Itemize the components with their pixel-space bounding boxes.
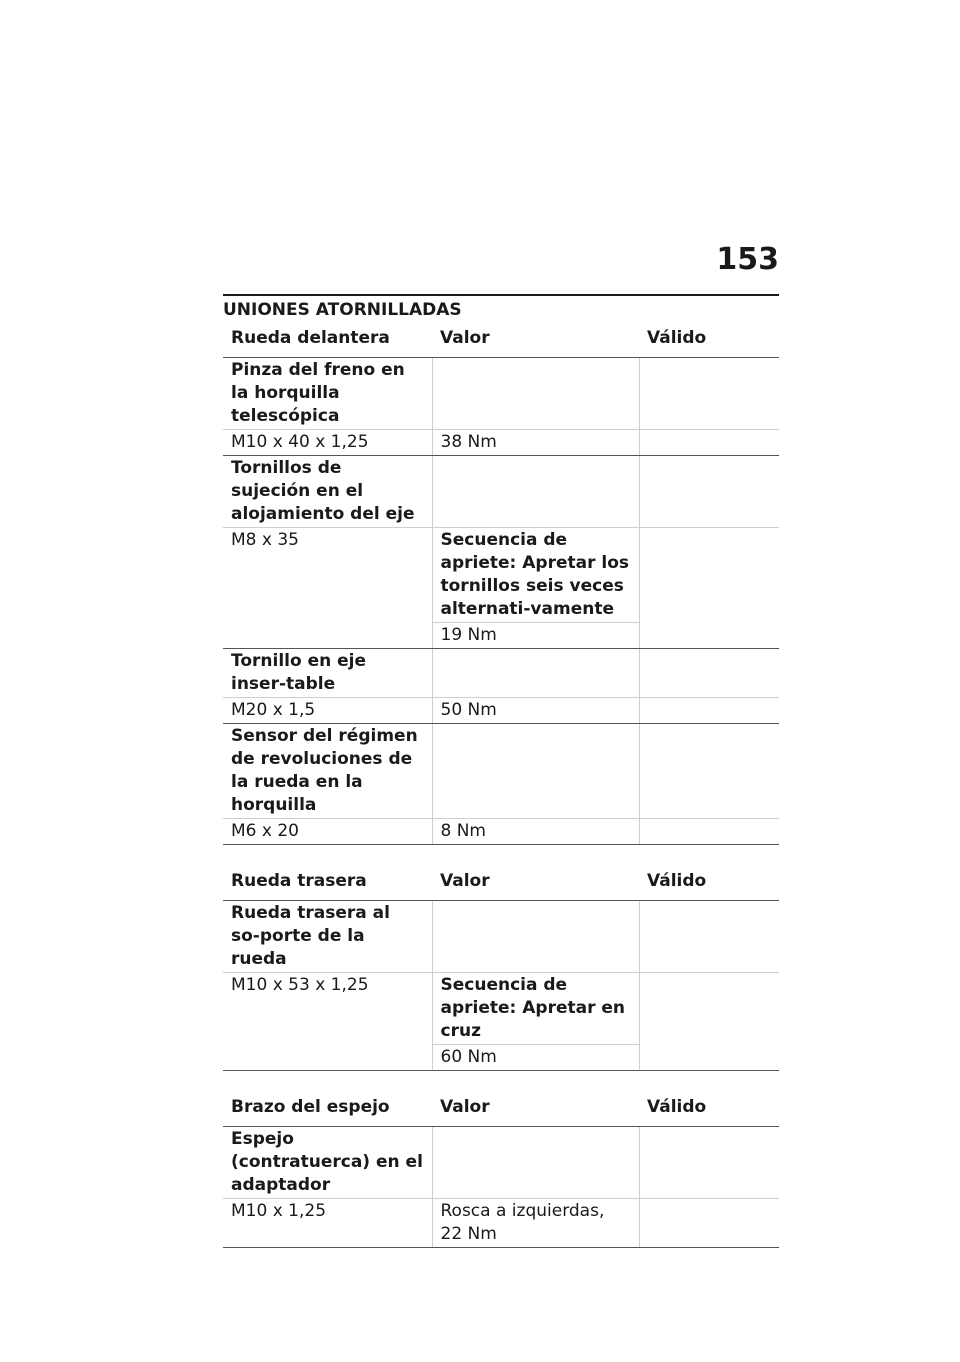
table-row [223, 456, 779, 528]
valid-cell [639, 1127, 779, 1199]
column-header-valid: Válido [639, 861, 779, 901]
torque-specs-section [223, 294, 779, 1248]
component-name: Tornillo en eje inser-table [223, 649, 432, 698]
mirror-arm-table [223, 1087, 779, 1248]
valid-cell [639, 528, 779, 649]
column-header-component: Rueda delantera [223, 320, 432, 358]
component-name: Pinza del freno en la horquilla telescópica [223, 358, 432, 430]
valid-cell [639, 358, 779, 430]
thread-size: M20 x 1,5 [223, 698, 432, 724]
thread-size: M10 x 53 x 1,25 [223, 973, 432, 1071]
valid-cell [639, 819, 779, 845]
table-header-row [223, 1087, 779, 1127]
section-title: UNIONES ATORNILLADAS [223, 300, 462, 320]
column-header-valid: Válido [639, 1087, 779, 1127]
column-header-value: Valor [432, 320, 639, 358]
table-row [223, 698, 779, 724]
thread-size: M8 x 35 [223, 528, 432, 649]
torque-value: 50 Nm [432, 698, 639, 724]
valid-cell [639, 724, 779, 819]
valid-cell [639, 973, 779, 1071]
torque-value: Rosca a izquierdas, 22 Nm [432, 1199, 639, 1248]
table-row [223, 1199, 779, 1248]
tightening-sequence: Secuencia de apriete: Apretar los tornillos seis veces alternati-vamente [432, 528, 639, 623]
component-name: Espejo (contratuerca) en el adaptador [223, 1127, 432, 1199]
torque-value: 8 Nm [432, 819, 639, 845]
valid-cell [639, 698, 779, 724]
table-header-row [223, 320, 779, 358]
value-cell [432, 649, 639, 698]
table-row [223, 724, 779, 819]
column-header-valid: Válido [639, 320, 779, 358]
page-number: 153 [716, 242, 779, 277]
thread-size: M6 x 20 [223, 819, 432, 845]
value-cell [432, 456, 639, 528]
front-wheel-table [223, 320, 779, 845]
table-spacer [223, 1071, 779, 1087]
torque-value: 19 Nm [432, 623, 639, 649]
component-name: Sensor del régimen de revoluciones de la rueda en la horquilla [223, 724, 432, 819]
table-row [223, 430, 779, 456]
table-row [223, 1127, 779, 1199]
column-header-value: Valor [432, 861, 639, 901]
column-header-component: Rueda trasera [223, 861, 432, 901]
table-header-row [223, 861, 779, 901]
column-header-value: Valor [432, 1087, 639, 1127]
value-cell [432, 724, 639, 819]
table-row [223, 819, 779, 845]
thread-size: M10 x 40 x 1,25 [223, 430, 432, 456]
value-cell [432, 358, 639, 430]
table-spacer [223, 845, 779, 861]
valid-cell [639, 430, 779, 456]
torque-value: 38 Nm [432, 430, 639, 456]
thread-size: M10 x 1,25 [223, 1199, 432, 1248]
table-row [223, 901, 779, 973]
table-row [223, 973, 779, 1045]
tightening-sequence: Secuencia de apriete: Apretar en cruz [432, 973, 639, 1045]
valid-cell [639, 649, 779, 698]
table-row [223, 528, 779, 623]
component-name: Tornillos de sujeción en el alojamiento del eje [223, 456, 432, 528]
valid-cell [639, 456, 779, 528]
component-name: Rueda trasera al so-porte de la rueda [223, 901, 432, 973]
value-cell [432, 1127, 639, 1199]
column-header-component: Brazo del espejo [223, 1087, 432, 1127]
table-row [223, 649, 779, 698]
value-cell [432, 901, 639, 973]
rear-wheel-table [223, 861, 779, 1071]
valid-cell [639, 1199, 779, 1248]
torque-value: 60 Nm [432, 1045, 639, 1071]
table-row [223, 358, 779, 430]
valid-cell [639, 901, 779, 973]
